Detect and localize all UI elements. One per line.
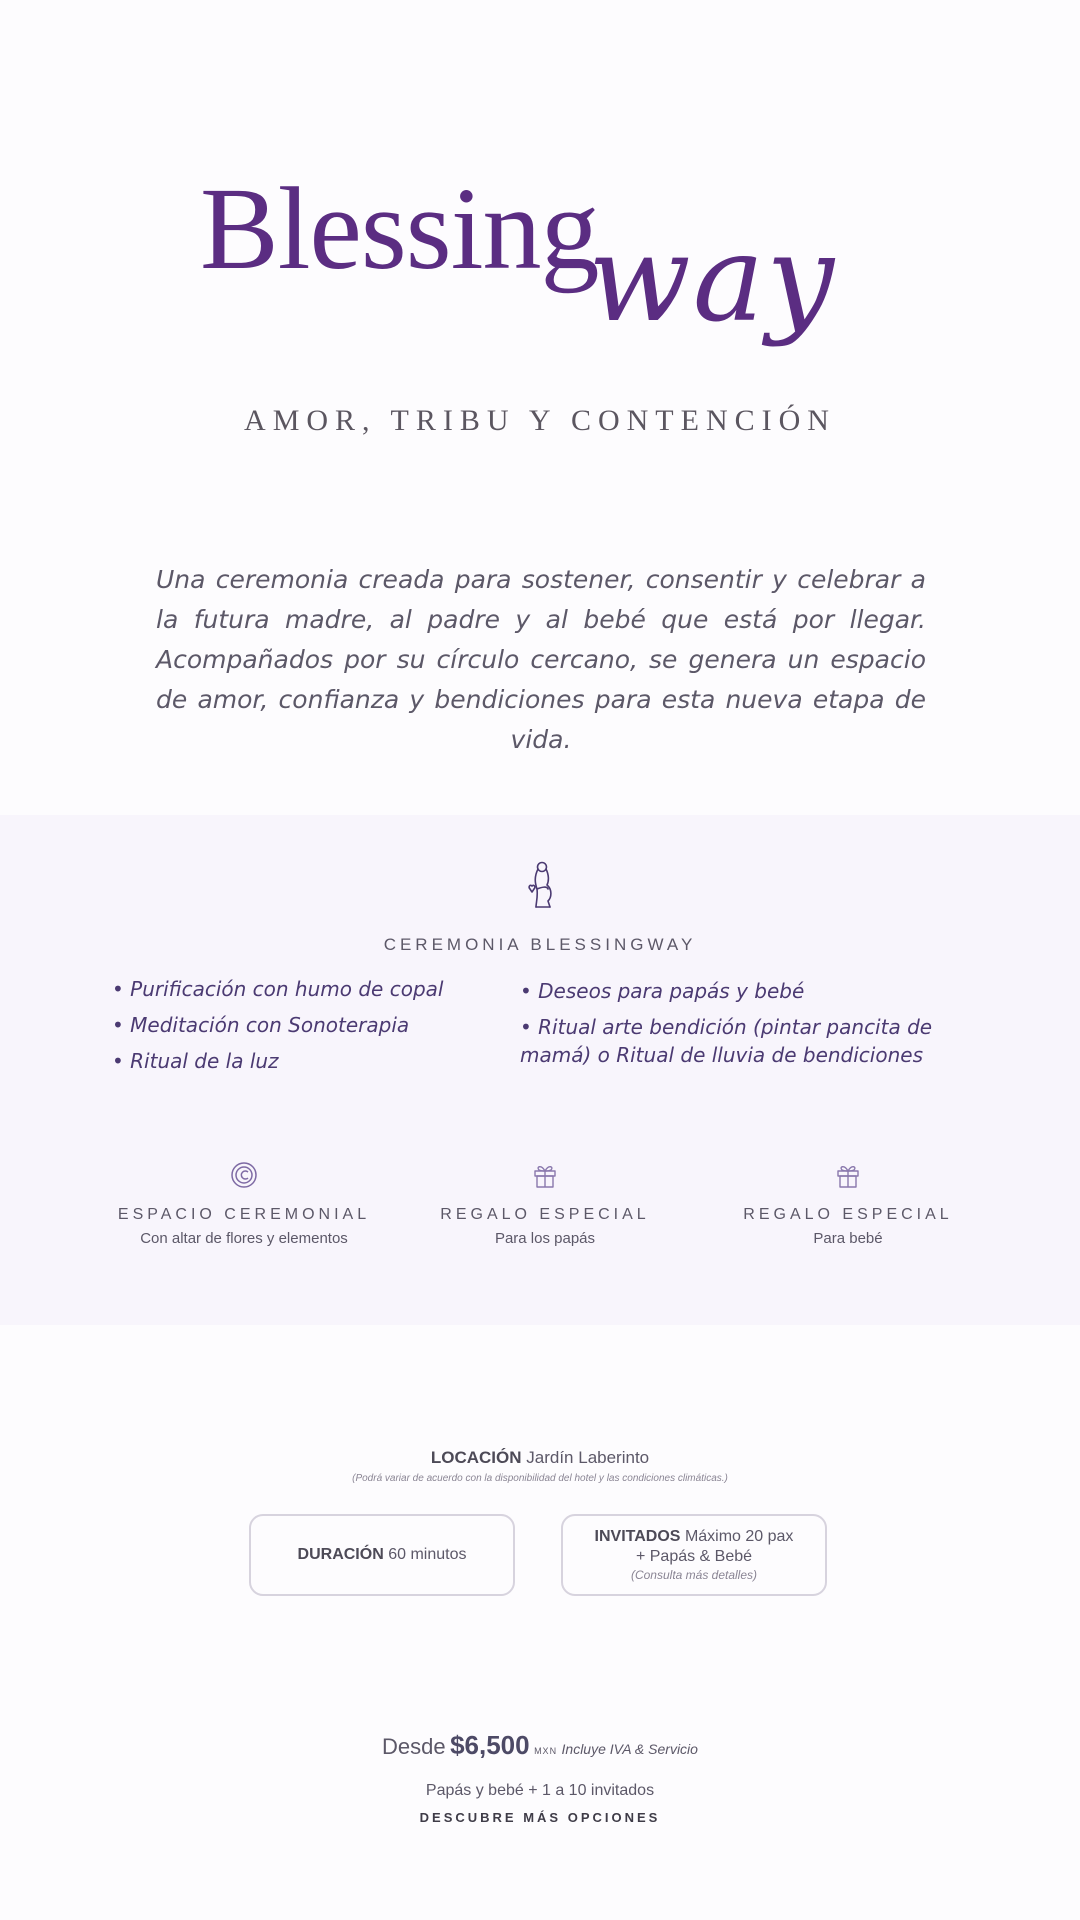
more-options-link[interactable]: DESCUBRE MÁS OPCIONES: [419, 1810, 661, 1825]
price-currency: MXN: [534, 1746, 558, 1756]
logo-serif-text: Blessing: [200, 163, 599, 294]
feature-ceremonial-space: [94, 1160, 394, 1247]
price-prefix: Desde: [382, 1734, 446, 1759]
logo-script-text: way: [588, 210, 837, 349]
feature-subtitle: Para los papás: [494, 1230, 596, 1247]
location-label: LOCACIÓN: [430, 1448, 522, 1467]
price-line: [0, 1730, 1080, 1761]
duration-box: [249, 1514, 515, 1596]
price-amount: $6,500: [450, 1730, 530, 1760]
guests-value: Máximo 20 pax: [684, 1528, 794, 1545]
list-item: • Ritual de la luz: [112, 1049, 279, 1073]
price-includes: Incluye IVA & Servicio: [561, 1741, 698, 1757]
feature-title: ESPACIO CEREMONIAL: [117, 1206, 371, 1223]
guests-extra: + Papás & Bebé: [635, 1548, 753, 1565]
guests-note: (Consulta más detalles): [630, 1568, 758, 1582]
duration-label: DURACIÓN: [297, 1546, 384, 1563]
price-guests-line: Papás y bebé + 1 a 10 invitados: [425, 1782, 655, 1799]
ceremony-list-right: [520, 977, 950, 1077]
guests-label: INVITADOS: [594, 1528, 681, 1545]
guests-box: [561, 1514, 827, 1596]
duration-value: 60 minutos: [388, 1546, 467, 1563]
feature-title: REGALO ESPECIAL: [743, 1206, 953, 1223]
location-line: [0, 1448, 1080, 1468]
feature-title: REGALO ESPECIAL: [440, 1206, 650, 1223]
feature-gift-baby: [698, 1160, 998, 1247]
ceremony-list-left: [112, 975, 512, 1083]
tagline: AMOR, TRIBU Y CONTENCIÓN: [244, 404, 836, 437]
location-value: Jardín Laberinto: [526, 1448, 650, 1467]
list-item: • Deseos para papás y bebé: [520, 979, 805, 1003]
intro-paragraph: Una ceremonia creada para sostener, consentir y celebrar a la futura madre, al padre y al bebé que está por llegar. Acompañados por su círculo cercano, se genera un espacio de amor, confianza y bendiciones para esta nueva etapa de vida.: [156, 565, 926, 754]
feature-subtitle: Para bebé: [813, 1230, 883, 1247]
pregnant-woman-icon: [520, 859, 564, 909]
gift-icon: [530, 1160, 560, 1190]
header: [0, 0, 1080, 480]
gift-icon: [833, 1160, 863, 1190]
ceremony-section: [0, 815, 1080, 1325]
feature-subtitle: Con altar de flores y elementos: [140, 1230, 348, 1247]
list-item: • Meditación con Sonoterapia: [112, 1013, 410, 1037]
feature-gift-parents: [395, 1160, 695, 1247]
ceremony-title: CEREMONIA BLESSINGWAY: [383, 935, 697, 954]
ceremonial-circle-icon: [229, 1160, 259, 1190]
location-note: (Podrá variar de acuerdo con la disponibilidad del hotel y las condiciones climáticas.): [352, 1473, 728, 1484]
list-item: • Purificación con humo de copal: [112, 977, 444, 1001]
list-item: • Ritual arte bendición (pintar pancita de mamá) o Ritual de lluvia de bendiciones: [520, 1015, 933, 1067]
blessingway-logo: [200, 163, 900, 410]
